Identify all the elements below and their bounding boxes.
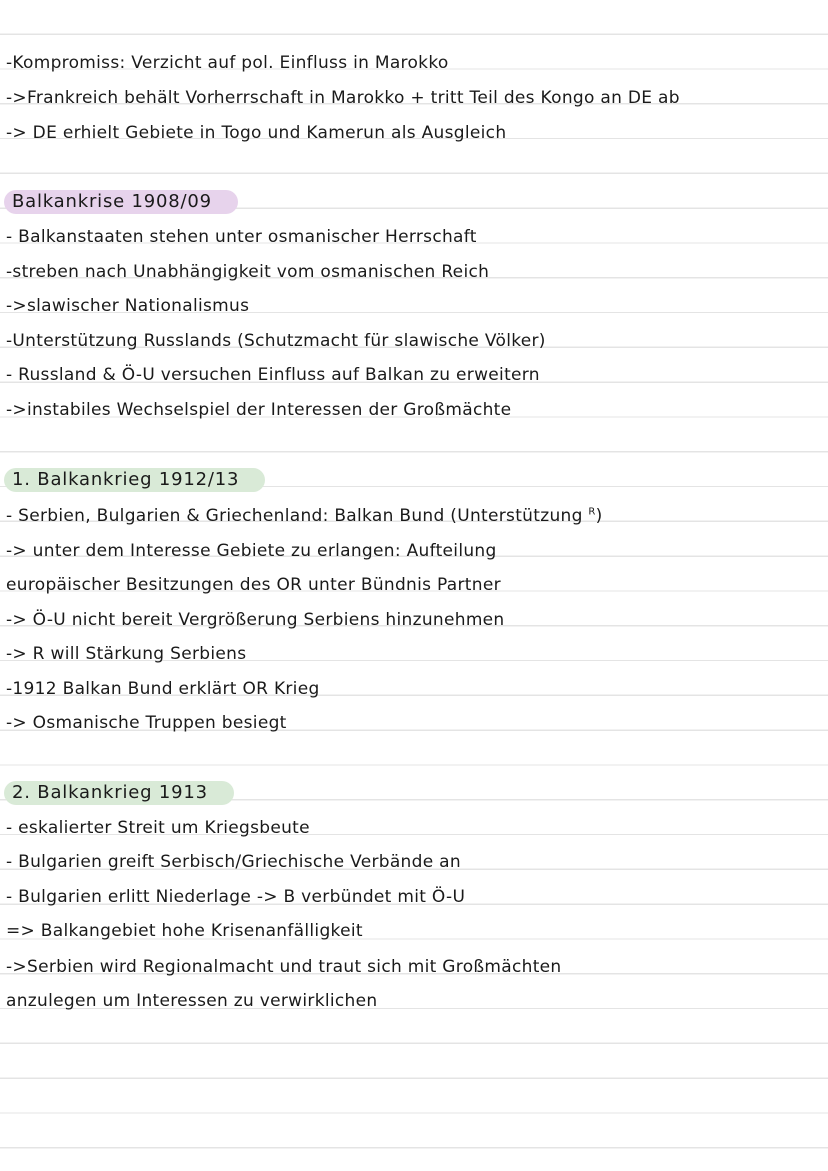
balkankrise-line-4: -Unterstützung Russlands (Schutzmacht für slawische Völker)	[6, 331, 546, 351]
balkankrieg2-line-6: anzulegen um Interessen zu verwirklichen	[6, 991, 378, 1011]
balkankrieg1-line-7: -> Osmanische Truppen besiegt	[6, 713, 287, 733]
closing-paren: )	[595, 506, 603, 526]
balkankrieg1-line-5: -> R will Stärkung Serbiens	[6, 644, 247, 664]
balkankrieg2-line-3: - Bulgarien erlitt Niederlage -> B verbündet mit Ö-U	[6, 887, 466, 907]
balkankrise-line-2: -streben nach Unabhängigkeit vom osmanischen Reich	[6, 262, 490, 282]
section-heading-balkankrieg-2: 2. Balkankrieg 1913	[4, 781, 234, 805]
section-heading-balkankrise: Balkankrise 1908/09	[4, 190, 238, 214]
balkankrieg1-line-4: -> Ö-U nicht bereit Vergrößerung Serbiens hinzunehmen	[6, 610, 505, 630]
balkankrieg1-line-1	[6, 499, 824, 533]
balkankrieg1-line-6: -1912 Balkan Bund erklärt OR Krieg	[6, 679, 320, 699]
balkankrise-line-5: - Russland & Ö-U versuchen Einfluss auf Balkan zu erweitern	[6, 365, 540, 385]
intro-line-3: -> DE erhielt Gebiete in Togo und Kamerun als Ausgleich	[6, 123, 507, 143]
balkankrieg1-line-3: europäischer Besitzungen des OR unter Bündnis Partner	[6, 575, 501, 595]
intro-line-2: ->Frankreich behält Vorherrschaft in Marokko + tritt Teil des Kongo an DE ab	[6, 88, 680, 108]
balkankrise-line-6: ->instabiles Wechselspiel der Interessen der Großmächte	[6, 400, 512, 420]
balkankrieg2-line-5: ->Serbien wird Regionalmacht und traut sich mit Großmächten	[6, 957, 562, 977]
balkankrieg1-line-1-text: - Serbien, Bulgarien & Griechenland: Balkan Bund (Unterstützung	[6, 506, 583, 526]
balkankrise-line-1: - Balkanstaaten stehen unter osmanischer Herrschaft	[6, 227, 477, 247]
balkankrieg2-line-1: - eskalierter Streit um Kriegsbeute	[6, 818, 310, 838]
superscript-r: R	[588, 506, 596, 518]
balkankrieg2-line-4: => Balkangebiet hohe Krisenanfälligkeit	[6, 921, 363, 941]
section-heading-balkankrieg-1: 1. Balkankrieg 1912/13	[4, 468, 265, 492]
intro-line-1: -Kompromiss: Verzicht auf pol. Einfluss in Marokko	[6, 53, 449, 73]
balkankrise-line-3: ->slawischer Nationalismus	[6, 296, 250, 316]
balkankrieg1-line-2: -> unter dem Interesse Gebiete zu erlangen: Aufteilung	[6, 541, 497, 561]
balkankrieg2-line-2: - Bulgarien greift Serbisch/Griechische Verbände an	[6, 852, 461, 872]
